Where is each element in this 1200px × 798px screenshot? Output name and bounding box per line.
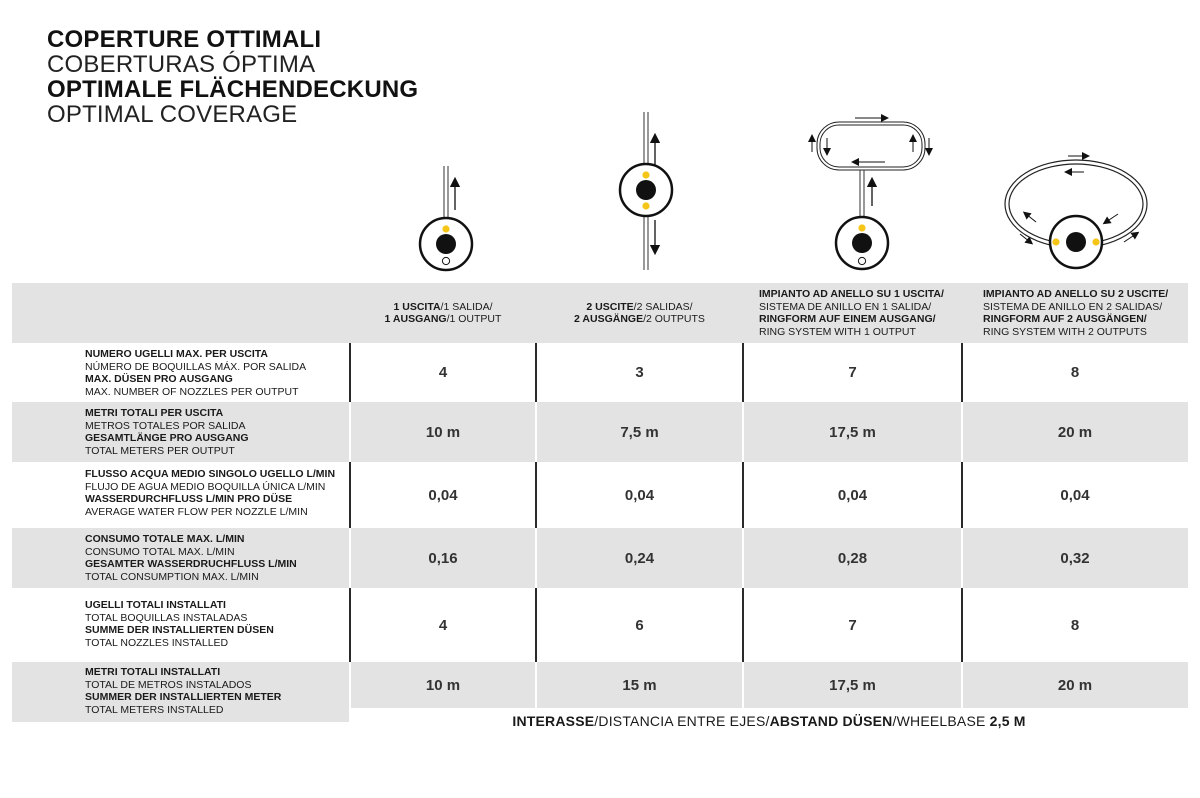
row-label-de: MAX. DÜSEN PRO AUSGANG: [85, 373, 233, 385]
row-label-de: GESAMTER WASSERDRUCHFLUSS L/MIN: [85, 558, 297, 570]
column-divider: [742, 402, 744, 462]
column-2-line-2-bold: 2 AUSGÄNGE: [574, 313, 644, 325]
column-divider: [961, 343, 963, 402]
value-cell: 10 m: [425, 676, 461, 694]
row-label-en: TOTAL METERS PER OUTPUT: [85, 444, 235, 457]
value-cell: 20 m: [1057, 676, 1093, 694]
diagram-two-outputs: [612, 108, 682, 274]
row-label-it: METRI TOTALI PER USCITA: [85, 407, 224, 419]
value-cell: 6: [635, 616, 644, 634]
footer-part-1: INTERASSE: [512, 713, 595, 729]
value-cell: 0,28: [837, 549, 868, 567]
column-3-line-1: IMPIANTO AD ANELLO SU 1 USCITA/: [759, 288, 944, 300]
row-label-es: NÚMERO DE BOQUILLAS MÁX. POR SALIDA: [85, 360, 307, 373]
footer-part-2: /DISTANCIA ENTRE EJES/: [594, 713, 770, 729]
title-it: COPERTURE OTTIMALI: [47, 26, 322, 53]
row-label: [85, 407, 249, 457]
value-cell: 4: [438, 616, 448, 634]
column-4-line-2: SISTEMA DE ANILLO EN 2 SALIDAS/: [983, 300, 1163, 313]
title-block: [47, 27, 418, 127]
column-1-line-1-bold: 1 USCITA: [393, 300, 441, 313]
column-divider: [349, 343, 351, 402]
value-cell: 0,32: [1060, 549, 1090, 567]
row-label-de: WASSERDURCHFLUSS L/MIN PRO DÜSE: [85, 493, 293, 505]
column-divider: [961, 588, 963, 662]
column-header-3: [759, 283, 959, 343]
column-divider: [349, 528, 351, 588]
value-cell: 20 m: [1057, 423, 1093, 441]
column-divider: [742, 662, 744, 708]
row-label-es: CONSUMO TOTAL MAX. L/MIN: [85, 545, 235, 558]
column-divider: [535, 462, 537, 528]
value-cell: 15 m: [622, 676, 657, 694]
column-divider: [349, 588, 351, 662]
column-2-line-1-bold: 2 USCITE: [586, 300, 634, 313]
row-label-en: TOTAL NOZZLES INSTALLED: [85, 636, 229, 649]
diagram-single-output: [410, 160, 480, 272]
row-label-it: METRI TOTALI INSTALLATI: [85, 666, 221, 678]
row-label-it: UGELLI TOTALI INSTALLATI: [85, 599, 226, 611]
value-cell: 10 m: [425, 423, 461, 441]
column-divider: [961, 662, 963, 708]
footer-part-3: ABSTAND DÜSEN: [769, 713, 893, 729]
title-es: COBERTURAS ÓPTIMA: [47, 51, 316, 78]
column-2-line-2: /2 OUTPUTS: [643, 313, 705, 325]
column-header-2: [536, 283, 743, 343]
row-label-de: GESAMTLÄNGE PRO AUSGANG: [85, 432, 249, 444]
column-divider: [742, 528, 744, 588]
table-row: [0, 528, 1200, 588]
column-3-line-2: SISTEMA DE ANILLO EN 1 SALIDA/: [759, 300, 932, 313]
row-label-en: TOTAL METERS INSTALLED: [85, 703, 224, 716]
column-4-line-4: RING SYSTEM WITH 2 OUTPUTS: [983, 325, 1147, 338]
table-row: [0, 462, 1200, 528]
row-label: [85, 599, 274, 649]
row-label-en: TOTAL CONSUMPTION MAX. L/MIN: [85, 570, 259, 583]
value-cell: 8: [1070, 364, 1080, 381]
row-label-it: CONSUMO TOTALE MAX. L/MIN: [85, 533, 245, 545]
column-divider: [349, 402, 351, 462]
row-label-de: SUMMER DER INSTALLIERTEN METER: [85, 691, 282, 703]
column-divider: [961, 402, 963, 462]
title-en: OPTIMAL COVERAGE: [47, 101, 298, 128]
column-4-line-3: RINGFORM AUF 2 AUSGÄNGEN/: [983, 313, 1147, 325]
row-label: [85, 348, 306, 398]
value-cell: 4: [438, 364, 448, 381]
column-1-line-1: /1 SALIDA/: [440, 300, 493, 313]
column-divider: [535, 402, 537, 462]
column-3-line-3: RINGFORM AUF EINEM AUSGANG/: [759, 313, 936, 325]
column-divider: [961, 528, 963, 588]
diagram-ring-one-output: [805, 110, 935, 275]
row-label-en: MAX. NUMBER OF NOZZLES PER OUTPUT: [85, 385, 299, 398]
value-cell: 0,04: [624, 486, 655, 504]
column-header-4: [983, 283, 1188, 343]
row-label-es: TOTAL BOQUILLAS INSTALADAS: [85, 611, 248, 624]
column-1-line-2: /1 OUTPUT: [446, 313, 502, 325]
table-row: [0, 402, 1200, 462]
value-cell: 0,04: [837, 486, 868, 504]
row-label: [85, 468, 335, 518]
column-divider: [961, 462, 963, 528]
column-divider: [535, 528, 537, 588]
column-divider: [742, 343, 744, 402]
row-label-en: AVERAGE WATER FLOW PER NOZZLE L/MIN: [85, 505, 308, 518]
footer-part-4: /WHEELBASE: [892, 713, 990, 729]
value-cell: 8: [1070, 616, 1080, 634]
row-label-it: NUMERO UGELLI MAX. PER USCITA: [85, 348, 268, 360]
row-label: [85, 533, 297, 583]
value-cell: 17,5 m: [829, 423, 876, 441]
column-divider: [742, 462, 744, 528]
value-cell: 7: [848, 364, 857, 381]
value-cell: 0,16: [428, 549, 458, 567]
table-row: [0, 343, 1200, 402]
column-header-1: [350, 283, 536, 343]
row-label-es: FLUJO DE AGUA MEDIO BOQUILLA ÚNICA L/MIN: [85, 480, 326, 493]
value-cell: 3: [635, 364, 644, 381]
table-row: [0, 588, 1200, 662]
row-label-it: FLUSSO ACQUA MEDIO SINGOLO UGELLO L/MIN: [85, 468, 336, 480]
column-divider: [535, 662, 537, 708]
value-cell: 7,5 m: [620, 423, 659, 441]
column-divider: [535, 588, 537, 662]
value-cell: 17,5 m: [829, 676, 876, 694]
column-1-line-2-bold: 1 AUSGANG: [384, 313, 447, 325]
title-de: OPTIMALE FLÄCHENDECKUNG: [47, 76, 419, 103]
footer-wheelbase: [350, 713, 1188, 729]
column-divider: [535, 343, 537, 402]
footer-part-5: 2,5 M: [989, 713, 1026, 729]
column-4-line-1: IMPIANTO AD ANELLO SU 2 USCITE/: [983, 288, 1169, 300]
column-3-line-4: RING SYSTEM WITH 1 OUTPUT: [759, 325, 916, 338]
value-cell: 0,04: [1060, 486, 1090, 504]
row-label-de: SUMME DER INSTALLIERTEN DÜSEN: [85, 624, 274, 636]
row-label-es: METROS TOTALES POR SALIDA: [85, 419, 246, 432]
value-cell: 0,24: [624, 549, 655, 567]
value-cell: 7: [848, 616, 857, 634]
column-2-line-1: /2 SALIDAS/: [633, 300, 693, 313]
row-label: [85, 666, 281, 716]
row-label-es: TOTAL DE METROS INSTALADOS: [85, 678, 252, 691]
value-cell: 0,04: [428, 486, 458, 504]
diagram-ring-two-outputs: [1000, 150, 1160, 275]
column-divider: [742, 588, 744, 662]
column-divider: [349, 462, 351, 528]
table-header: [12, 283, 1188, 343]
